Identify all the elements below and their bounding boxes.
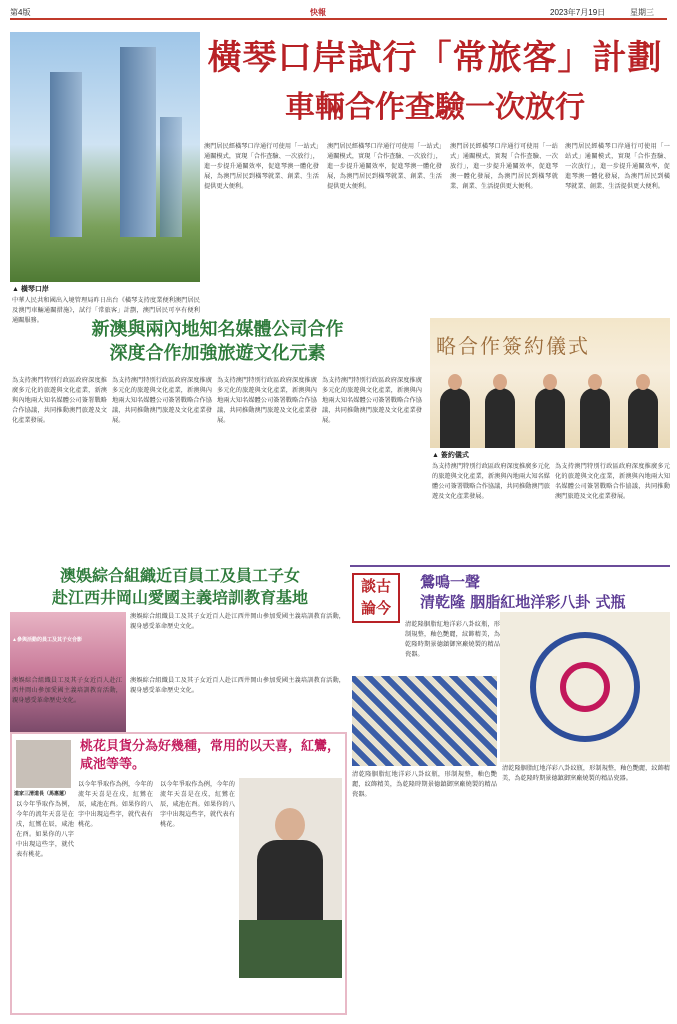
page-number: 第4版	[10, 8, 31, 17]
youth-col-3: 澳娛綜合組織員工及其子女近百人赴江西井岡山參加愛國主義培訓教育活動，親身感受革命歷史文化。	[130, 677, 345, 694]
signing-caption: ▲ 簽約儀式	[432, 452, 469, 459]
culture-col-5: 為支持澳門特別行政區政府深度推廣多元化的旅遊與文化產業，新澳與內地兩大知名媒體公司簽署戰略合作協議，共同推動澳門旅遊及文化產業發展。	[432, 463, 550, 500]
culture-col-3: 為支持澳門特別行政區政府深度推廣多元化的旅遊與文化產業，新澳與內地兩大知名媒體公司簽署戰略合作協議，共同推動澳門旅遊及文化產業發展。	[217, 377, 317, 424]
main-title: 橫琴口岸試行「常旅客」計劃	[207, 38, 663, 78]
date: 2023年7月19日	[550, 8, 606, 17]
column-title-line2: 清乾隆 胭脂紅地洋彩八卦 式瓶	[420, 593, 626, 611]
health-col-0: 以今年爭取作為例，今年的流年天喜是在戌，紅鸞在辰，咸池在酉。如果你的八字中出現這些字，就代表有桃花。	[16, 801, 74, 858]
column-title-line1: 鶯鳴一聲	[420, 573, 481, 591]
youth-col-2: 澳娛綜合組織員工及其子女近百人赴江西井岡山參加愛國主義培訓教育活動，親身感受革命歷史文化。	[12, 677, 122, 704]
column-col-0: 清乾隆胭脂紅地洋彩八卦紋瓶，形制規整，釉色艷麗，紋飾精美，為乾隆時期景德鎮御窯廠燒製的精品瓷器。	[405, 621, 500, 658]
youth-title-line1: 澳娛綜合組織近百員工及員工子女	[59, 566, 300, 585]
main-intro: 中華人民共和國出入境管理局昨日出台《橫琴支持度業便利澳門居民及澳門車輛通關措施》，試行「常旅客」計劃，澳門居民可享有便利通關服務。	[12, 297, 200, 324]
youth-title	[20, 565, 340, 609]
port-photo	[10, 32, 200, 282]
weekday: 星期三	[630, 8, 654, 17]
main-subtitle: 車輛合作查驗一次放行	[285, 90, 585, 125]
author-caption: 道家三清道長（馬惠蓮）	[14, 791, 70, 797]
author-photo	[16, 740, 71, 788]
column-title	[420, 572, 625, 612]
main-col-1: 澳門居民經橫琴口岸通行可使用「一站式」通關模式，實現「合作查驗、一次放行」，進一步提升通關效率，促進琴澳一體化發展，為澳門居民到橫琴就業、創業、生活提供更大便利。	[204, 143, 319, 190]
port-caption: ▲ 橫琴口岸	[12, 286, 49, 293]
culture-col-2: 為支持澳門特別行政區政府深度推廣多元化的旅遊與文化產業，新澳與內地兩大知名媒體公司簽署戰略合作協議，共同推動澳門旅遊及文化產業發展。	[112, 377, 212, 424]
culture-col-6: 為支持澳門特別行政區政府深度推廣多元化的旅遊與文化產業，新澳與內地兩大知名媒體公司簽署戰略合作協議，共同推動澳門旅遊及文化產業發展。	[555, 463, 670, 500]
porcelain-tile	[352, 676, 497, 766]
health-col-1: 以今年爭取作為例，今年的流年天喜是在戌，紅鸞在辰，咸池在酉。如果你的八字中出現這些字，就代表有桃花。	[78, 781, 153, 828]
culture-title-line1: 新澳與兩內地知名媒體公司合作	[91, 319, 344, 340]
column-seal: 談古論今	[352, 573, 400, 623]
signing-photo	[430, 318, 670, 448]
vase-photo	[500, 612, 670, 762]
signing-banner-text: 略合作簽約儀式	[436, 334, 590, 358]
column-col-1: 清乾隆胭脂紅地洋彩八卦紋瓶，形制規整，釉色艷麗，紋飾精美，為乾隆時期景德鎮御窯廠燒製的精品瓷器。	[352, 771, 497, 798]
culture-title	[10, 318, 425, 366]
page-header	[10, 6, 667, 20]
health-col-2: 以今年爭取作為例，今年的流年天喜是在戌，紅鸞在辰，咸池在酉。如果你的八字中出現這些字，就代表有桃花。	[160, 781, 235, 828]
man-photo	[239, 778, 342, 978]
culture-col-4: 為支持澳門特別行政區政府深度推廣多元化的旅遊與文化產業，新澳與內地兩大知名媒體公司簽署戰略合作協議，共同推動澳門旅遊及文化產業發展。	[322, 377, 422, 424]
main-col-2: 澳門居民經橫琴口岸通行可使用「一站式」通關模式，實現「合作查驗、一次放行」，進一步提升通關效率，促進琴澳一體化發展，為澳門居民到橫琴就業、創業、生活提供更大便利。	[327, 143, 442, 190]
main-col-4: 澳門居民經橫琴口岸通行可使用「一站式」通關模式，實現「合作查驗、一次放行」，進一步提升通關效率，促進琴澳一體化發展，為澳門居民到橫琴就業、創業、生活提供更大便利。	[565, 143, 670, 190]
column-col-2: 清乾隆胭脂紅地洋彩八卦紋瓶，形制規整，釉色艷麗，紋飾精美，為乾隆時期景德鎮御窯廠燒製的精品瓷器。	[502, 765, 670, 782]
culture-title-line2: 深度合作加強旅遊文化元素	[109, 343, 326, 364]
youth-title-line2: 赴江西井岡山愛國主義培訓教育基地	[51, 588, 308, 607]
group-photo-caption: ▲參與活動的員工及其子女合影	[12, 637, 82, 643]
health-title: 桃花貝貨分為好幾種，常用的以天喜，紅鸞，咸池等等。	[80, 739, 341, 772]
masthead: 快報	[310, 8, 326, 17]
culture-col-1: 為支持澳門特別行政區政府深度推廣多元化的旅遊與文化產業，新澳與內地兩大知名媒體公司簽署戰略合作協議，共同推動澳門旅遊及文化產業發展。	[12, 377, 107, 424]
youth-col-1: 澳娛綜合組織員工及其子女近百人赴江西井岡山參加愛國主義培訓教育活動，親身感受革命歷史文化。	[130, 613, 345, 630]
main-col-3: 澳門居民經橫琴口岸通行可使用「一站式」通關模式，實現「合作查驗、一次放行」，進一步提升通關效率，促進琴澳一體化發展，為澳門居民到橫琴就業、創業、生活提供更大便利。	[450, 143, 558, 190]
